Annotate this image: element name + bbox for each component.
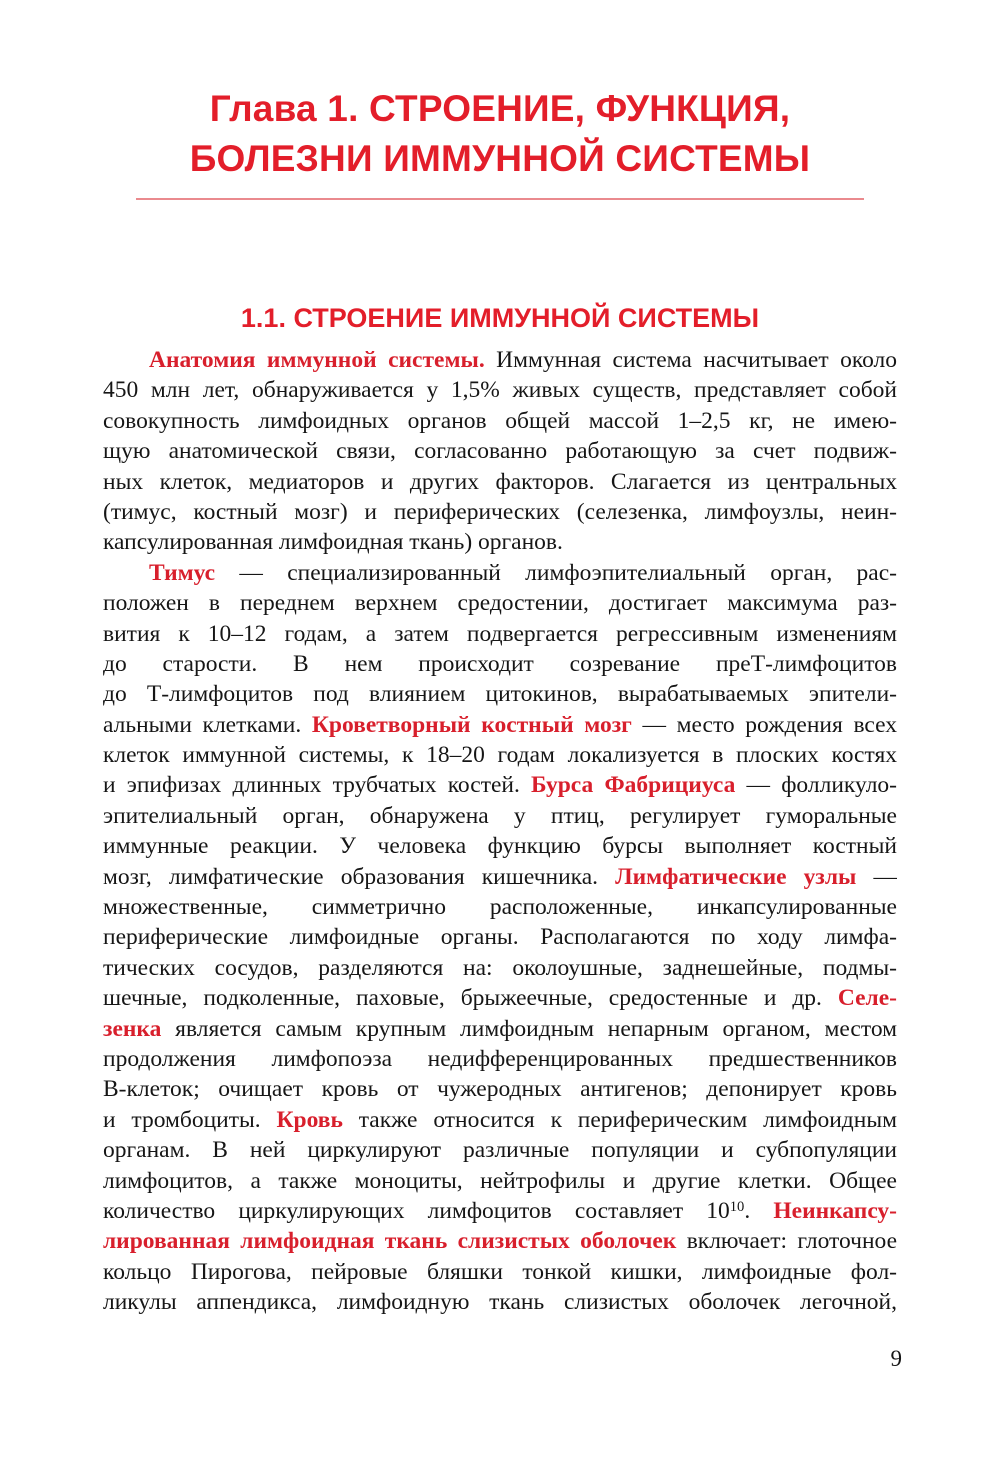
text-run: периферические лимфоидные органы. Располагаются по ходу лимфа- — [103, 924, 897, 951]
text-line — [103, 345, 897, 375]
text-run: до Т-лимфоцитов под влиянием цитокинов, вырабатываемых эпители- — [103, 681, 897, 708]
text-line — [103, 922, 897, 952]
text-run: продолжения лимфопоэза недифференцированных предшественников — [103, 1045, 897, 1072]
superscript: 10 — [729, 1199, 745, 1216]
text-run: и эпифизах длинных трубчатых костей. — [103, 772, 532, 799]
text-line — [103, 740, 897, 770]
text-line — [103, 436, 897, 466]
text-line — [103, 1196, 897, 1226]
text-run: иммунные реакции. У человека функцию бурсы выполняет костный — [103, 833, 897, 860]
text-line — [103, 619, 897, 649]
text-line — [103, 1226, 897, 1256]
text-run: включает: глоточное — [676, 1228, 897, 1255]
text-run: тических сосудов, разделяются на: околоушные, заднешейные, подмы- — [103, 954, 897, 981]
text-run: 450 млн лет, обнаруживается у 1,5% живых существ, представляет собой — [103, 377, 897, 404]
text-line — [103, 375, 897, 405]
text-line — [103, 983, 897, 1013]
text-line — [103, 1014, 897, 1044]
text-line — [103, 953, 897, 983]
text-line — [103, 467, 897, 497]
text-run: до старости. В нем происходит созревание преТ-лимфоцитов — [103, 650, 897, 677]
text-run: щую анатомической связи, согласованно работающую за счет подвиж- — [103, 438, 897, 465]
term-highlight: Тимус — [149, 559, 216, 586]
text-line — [103, 892, 897, 922]
text-line — [103, 831, 897, 861]
text-line — [103, 1257, 897, 1287]
text-run: органам. В ней циркулируют различные популяции и субпопуляции — [103, 1137, 897, 1164]
text-run: ных клеток, медиаторов и других факторов. Слагается из центральных — [103, 468, 897, 495]
text-line — [103, 770, 897, 800]
text-run: мозг, лимфатические образования кишечника. — [103, 863, 616, 890]
term-highlight: Кровь — [276, 1106, 343, 1133]
text-run: кольцо Пирогова, пейровые бляшки тонкой кишки, лимфоидные фол- — [103, 1258, 897, 1285]
text-line — [103, 497, 897, 527]
text-run: и тромбоциты. — [103, 1106, 277, 1133]
text-run: В-клеток; очищает кровь от чужеродных антигенов; депонирует кровь — [103, 1076, 897, 1103]
term-highlight: зенка — [103, 1015, 162, 1042]
text-run: эпителиальный орган, обнаружена у птиц, регулирует гуморальные — [103, 802, 897, 829]
text-line — [103, 558, 897, 588]
text-run: шечные, подколенные, паховые, брыжеечные, средостенные и др. — [103, 985, 838, 1012]
text-line — [103, 801, 897, 831]
text-line — [103, 406, 897, 436]
section-heading: 1.1. СТРОЕНИЕ ИММУННОЙ СИСТЕМЫ — [240, 303, 760, 333]
chapter-title — [0, 84, 1000, 184]
page-number: 9 — [890, 1346, 902, 1371]
text-run: также относится к периферическим лимфоидным — [342, 1106, 897, 1133]
text-run: является самым крупным лимфоидным непарным органом, местом — [161, 1015, 897, 1042]
title-divider-rule — [136, 198, 864, 200]
term-highlight: лированная лимфоидная ткань слизистых оболочек — [103, 1228, 677, 1255]
text-run: . — [744, 1197, 774, 1224]
text-run: (тимус, костный мозг) и периферических (селезенка, лимфоузлы, неин- — [103, 498, 897, 525]
text-run: альными клетками. — [103, 711, 312, 738]
text-run: — специализированный лимфоэпителиальный орган, рас- — [215, 559, 897, 586]
text-run: клеток иммунной системы, к 18–20 годам локализуется в плоских костях — [103, 742, 897, 769]
term-highlight: Лимфатические узлы — [615, 863, 857, 890]
text-run: вития к 10–12 годам, а затем подвергается регрессивным изменениям — [103, 620, 897, 647]
text-line — [103, 1135, 897, 1165]
text-run: совокупность лимфоидных органов общей массой 1–2,5 кг, не имею- — [103, 407, 897, 434]
term-highlight: Анатомия иммунной системы. — [149, 347, 485, 373]
text-run: — фолликуло- — [735, 772, 897, 799]
text-run: Иммунная система насчитывает около — [484, 347, 897, 373]
text-run: капсулированная лимфоидная ткань) органов. — [103, 529, 563, 556]
term-highlight: Неинкапсу- — [773, 1197, 897, 1224]
text-line — [103, 1074, 897, 1104]
text-line — [103, 1287, 897, 1317]
text-run: положен в переднем верхнем средостении, достигает максимума раз- — [103, 590, 897, 617]
text-run: количество циркулирующих лимфоцитов составляет 10 — [103, 1197, 730, 1224]
term-highlight: Бурса Фабрициуса — [531, 772, 736, 799]
text-line — [103, 679, 897, 709]
text-run: лимфоцитов, а также моноциты, нейтрофилы и другие клетки. Общее — [103, 1167, 897, 1194]
text-run: ликулы аппендикса, лимфоидную ткань слизистых оболочек легочной, — [103, 1289, 897, 1316]
term-highlight: Кроветворный костный мозг — [311, 711, 632, 738]
text-run: — место рождения всех — [631, 711, 897, 738]
text-run: — — [856, 863, 897, 890]
text-line — [103, 649, 897, 679]
chapter-title-line-2: БОЛЕЗНИ ИММУННОЙ СИСТЕМЫ — [189, 138, 811, 179]
text-line — [103, 1044, 897, 1074]
term-highlight: Селе- — [837, 985, 897, 1012]
text-line — [103, 710, 897, 740]
text-line — [103, 527, 897, 557]
text-run: множественные, симметрично расположенные, инкапсулированные — [103, 894, 897, 921]
chapter-title-line-1: Глава 1. СТРОЕНИЕ, ФУНКЦИЯ, — [209, 88, 791, 129]
text-line — [103, 1166, 897, 1196]
text-block — [103, 345, 897, 1318]
text-line — [103, 1105, 897, 1135]
text-line — [103, 588, 897, 618]
text-line — [103, 862, 897, 892]
